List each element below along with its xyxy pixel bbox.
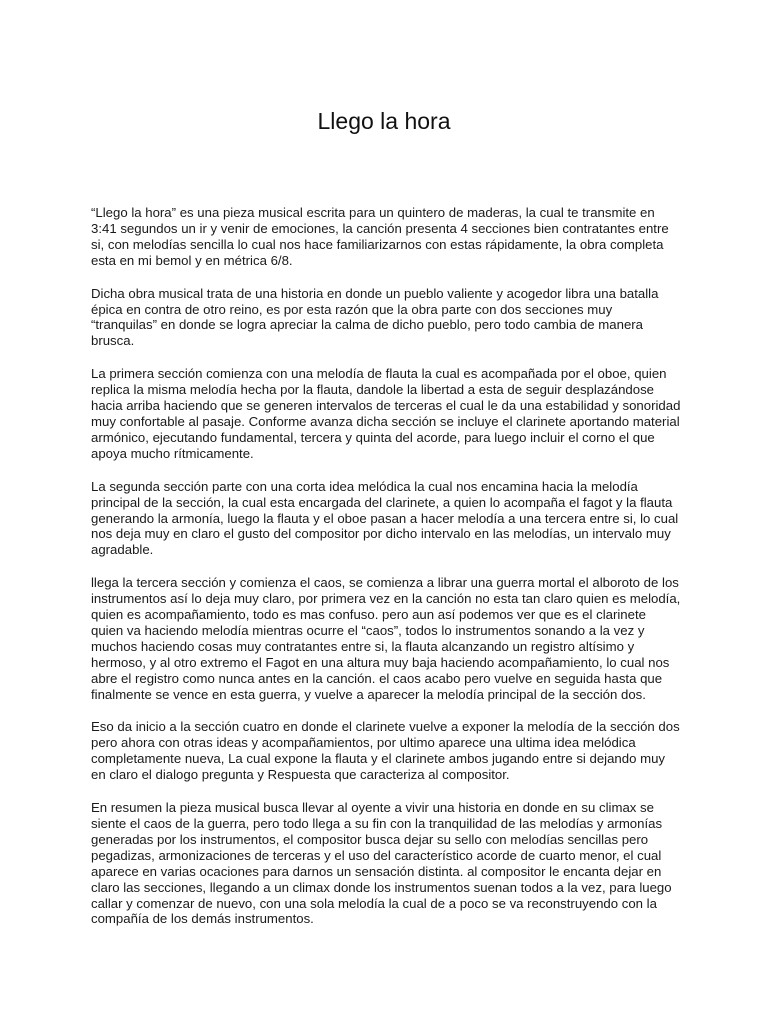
document-body	[91, 205, 681, 944]
paragraph-5: llega la tercera sección y comienza el caos, se comienza a librar una guerra mortal el alboroto de los instrumentos así lo deja muy claro, por primera vez en la canción no esta tan claro quien es melodía, quien es acompañamiento, todo es mas confuso. pero aun así podemos ver que es el clarinete quien va haciendo melodía mientras ocurre el “caos”, todos lo instrumentos sonando a la vez y muchos haciendo cosas muy contratantes entre si, la flauta alcanzando un registro altísimo y hermoso, y al otro extremo el Fagot en una altura muy baja haciendo acompañamiento, lo cual nos abre el registro como nunca antes en la canción. el caos acabo pero vuelve en seguida hasta que finalmente se vence en esta guerra, y vuelve a aparecer la melodía principal de la sección dos.	[91, 575, 681, 702]
paragraph-7: En resumen la pieza musical busca llevar al oyente a vivir una historia en donde en su climax se siente el caos de la guerra, pero todo llega a su fin con la tranquilidad de las melodías y armonías generadas por los instrumentos, el compositor busca dejar su sello con melodías sencillas pero pegadizas, armonizaciones de terceras y el uso del característico acorde de cuarto menor, el cual aparece en varias ocaciones para darnos un sensación distinta. al compositor le encanta dejar en claro las secciones, llegando a un climax donde los instrumentos suenan todos a la vez, para luego callar y comenzar de nuevo, con una sola melodía la cual de a poco se va reconstruyendo con la compañía de los demás instrumentos.	[91, 800, 672, 927]
paragraph-3: La primera sección comienza con una melodía de flauta la cual es acompañada por el oboe, quien replica la misma melodía hecha por la flauta, dandole la libertad a esta de seguir desplazándose hacia arriba haciendo que se generen intervalos de terceras el cual le da una estabilidad y sonoridad muy confortable al pasaje. Conforme avanza dicha sección se incluye el clarinete aportando material armónico, ejecutando fundamental, tercera y quinta del acorde, para luego incluir el corno el que apoya mucho rítmicamente.	[91, 366, 681, 461]
paragraph-4: La segunda sección parte con una corta idea melódica la cual nos encamina hacia la melodía principal de la sección, la cual esta encargada del clarinete, a quien lo acompaña el fagot y la flauta generando la armonía, luego la flauta y el oboe pasan a hacer melodía a una tercera entre si, lo cual nos deja muy en claro el gusto del compositor por dicho intervalo en las melodías, un intervalo muy agradable.	[91, 478, 679, 558]
paragraph-1: “Llego la hora” es una pieza musical escrita para un quintero de maderas, la cual te transmite en 3:41 segundos un ir y venir de emociones, la canción presenta 4 secciones bien contratantes entre si, con melodías sencilla lo cual nos hace familiarizarnos con estas rápidamente, la obra completa esta en mi bemol y en métrica 6/8.	[91, 205, 669, 268]
document-title: Llego la hora	[317, 108, 451, 134]
paragraph-2: Dicha obra musical trata de una historia en donde un pueblo valiente y acogedor libra una batalla épica en contra de otro reino, es por esta razón que la obra parte con dos secciones muy “tranquilas” en donde se logra apreciar la calma de dicho pueblo, pero todo cambia de manera brusca.	[91, 285, 659, 349]
paragraph-6: Eso da inicio a la sección cuatro en donde el clarinete vuelve a exponer la melodía de la sección dos pero ahora con otras ideas y acompañamientos, por ultimo aparece una ultima idea melódica completamente nueva, La cual expone la flauta y el clarinete ambos jugando entre si dejando muy en claro el dialogo pregunta y Respuesta que caracteriza al compositor.	[91, 719, 680, 783]
